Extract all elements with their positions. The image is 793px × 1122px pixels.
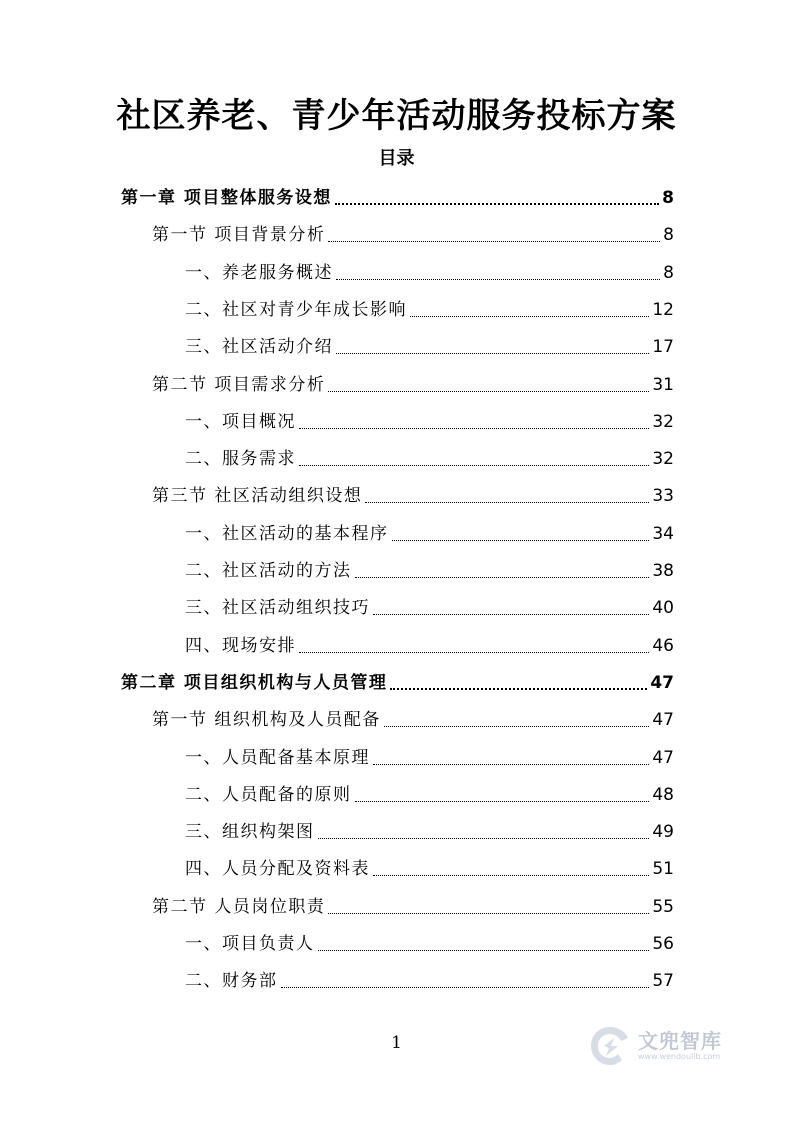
toc-entry[interactable]: [152, 224, 674, 246]
toc-entry-label: 二、人员配备的原则: [185, 785, 352, 805]
toc-leader-dots: [373, 763, 649, 765]
toc-leader-dots: [318, 949, 650, 951]
toc-leader-dots: [318, 837, 650, 839]
toc-leader-dots: [365, 501, 649, 503]
toc-leader-dots: [336, 352, 649, 354]
toc-entry-page: 40: [652, 598, 674, 618]
toc-entry-label: 一、养老服务概述: [185, 263, 333, 283]
toc-entry[interactable]: [152, 374, 674, 396]
toc-entry-page: 31: [652, 375, 674, 395]
toc-entry[interactable]: [185, 635, 674, 657]
toc-leader-dots: [328, 912, 649, 914]
toc-leader-dots: [373, 613, 649, 615]
toc-entry[interactable]: [121, 672, 674, 694]
toc-entry[interactable]: [185, 933, 674, 955]
toc-leader-dots: [410, 315, 649, 317]
toc-leader-dots: [373, 874, 649, 876]
toc-entry[interactable]: [185, 747, 674, 769]
toc-entry-label: 一、项目概况: [185, 412, 296, 432]
toc-entry-label: 第一章 项目整体服务设想: [121, 188, 332, 208]
toc-entry-page: 56: [652, 934, 674, 954]
toc-entry-label: 二、财务部: [185, 971, 278, 991]
toc-leader-dots: [281, 986, 650, 988]
toc-entry-label: 四、人员分配及资料表: [185, 859, 370, 879]
toc-leader-dots: [299, 464, 649, 466]
toc-entry[interactable]: [185, 262, 674, 284]
toc-entry-label: 一、社区活动的基本程序: [185, 524, 389, 544]
toc-entry[interactable]: [121, 187, 674, 209]
toc-leader-dots: [390, 687, 647, 690]
toc-entry-label: 第三节 社区活动组织设想: [152, 486, 363, 506]
toc-entry-page: 32: [652, 412, 674, 432]
toc-leader-dots: [392, 539, 650, 541]
toc-entry-label: 第二节 项目需求分析: [152, 375, 326, 395]
toc-entry-page: 17: [652, 337, 674, 357]
toc-entry[interactable]: [185, 821, 674, 843]
toc-entry[interactable]: [185, 336, 674, 358]
toc-entry-page: 46: [652, 636, 674, 656]
toc-heading: 目录: [378, 148, 415, 169]
toc-entry-page: 8: [663, 225, 674, 245]
toc-entry-page: 38: [652, 561, 674, 581]
toc-entry-page: 57: [652, 971, 674, 991]
toc-entry-label: 四、现场安排: [185, 636, 296, 656]
toc-leader-dots: [384, 725, 649, 727]
toc-leader-dots: [335, 202, 659, 205]
toc-entry-page: 48: [652, 785, 674, 805]
toc-entry[interactable]: [185, 448, 674, 470]
toc-entry-label: 第二节 人员岗位职责: [152, 897, 326, 917]
document-title: 社区养老、青少年活动服务投标方案: [116, 96, 677, 136]
toc-leader-dots: [336, 278, 660, 280]
toc-entry-page: 47: [652, 748, 674, 768]
toc-entry-label: 二、社区对青少年成长影响: [185, 300, 407, 320]
toc-entry-page: 47: [652, 710, 674, 730]
toc-entry[interactable]: [185, 523, 674, 545]
toc-entry[interactable]: [152, 896, 674, 918]
toc-entry[interactable]: [152, 709, 674, 731]
toc-leader-dots: [355, 800, 650, 802]
toc-entry-page: 55: [652, 897, 674, 917]
toc-entry[interactable]: [185, 858, 674, 880]
toc-entry-page: 33: [652, 486, 674, 506]
toc-leader-dots: [328, 240, 660, 242]
toc-entry-page: 47: [650, 673, 674, 693]
toc-entry-page: 49: [652, 822, 674, 842]
toc-entry[interactable]: [185, 970, 674, 992]
toc-entry-label: 一、人员配备基本原理: [185, 748, 370, 768]
toc-leader-dots: [299, 651, 649, 653]
toc-entry-label: 第二章 项目组织机构与人员管理: [121, 673, 388, 693]
toc-entry-page: 8: [662, 188, 674, 208]
toc-entry-page: 34: [652, 524, 674, 544]
toc-entry-label: 三、社区活动介绍: [185, 337, 333, 357]
toc-entry-page: 12: [652, 300, 674, 320]
watermark: [588, 1018, 748, 1074]
toc-entry-label: 一、项目负责人: [185, 934, 315, 954]
toc-entry-label: 二、服务需求: [185, 449, 296, 469]
toc-entry[interactable]: [185, 784, 674, 806]
toc-leader-dots: [328, 390, 649, 392]
toc-entry[interactable]: [185, 411, 674, 433]
toc-entry-label: 第一节 项目背景分析: [152, 225, 326, 245]
toc-entry-label: 三、社区活动组织技巧: [185, 598, 370, 618]
watermark-name: 文兜智库: [638, 1029, 722, 1053]
toc-entry[interactable]: [185, 560, 674, 582]
toc-entry-page: 51: [652, 859, 674, 879]
wendou-logo-icon: [588, 1024, 632, 1068]
toc-leader-dots: [355, 576, 650, 578]
toc-entry-label: 二、社区活动的方法: [185, 561, 352, 581]
watermark-url: www.wendoulib.com: [638, 1052, 721, 1061]
toc-entry[interactable]: [152, 485, 674, 507]
toc-entry-page: 8: [663, 263, 674, 283]
toc-entry[interactable]: [185, 597, 674, 619]
toc-entry-page: 32: [652, 449, 674, 469]
toc-entry[interactable]: [185, 299, 674, 321]
page-number: 1: [391, 1033, 402, 1053]
toc-entry-label: 第一节 组织机构及人员配备: [152, 710, 381, 730]
toc-entry-label: 三、组织构架图: [185, 822, 315, 842]
toc-leader-dots: [299, 427, 649, 429]
